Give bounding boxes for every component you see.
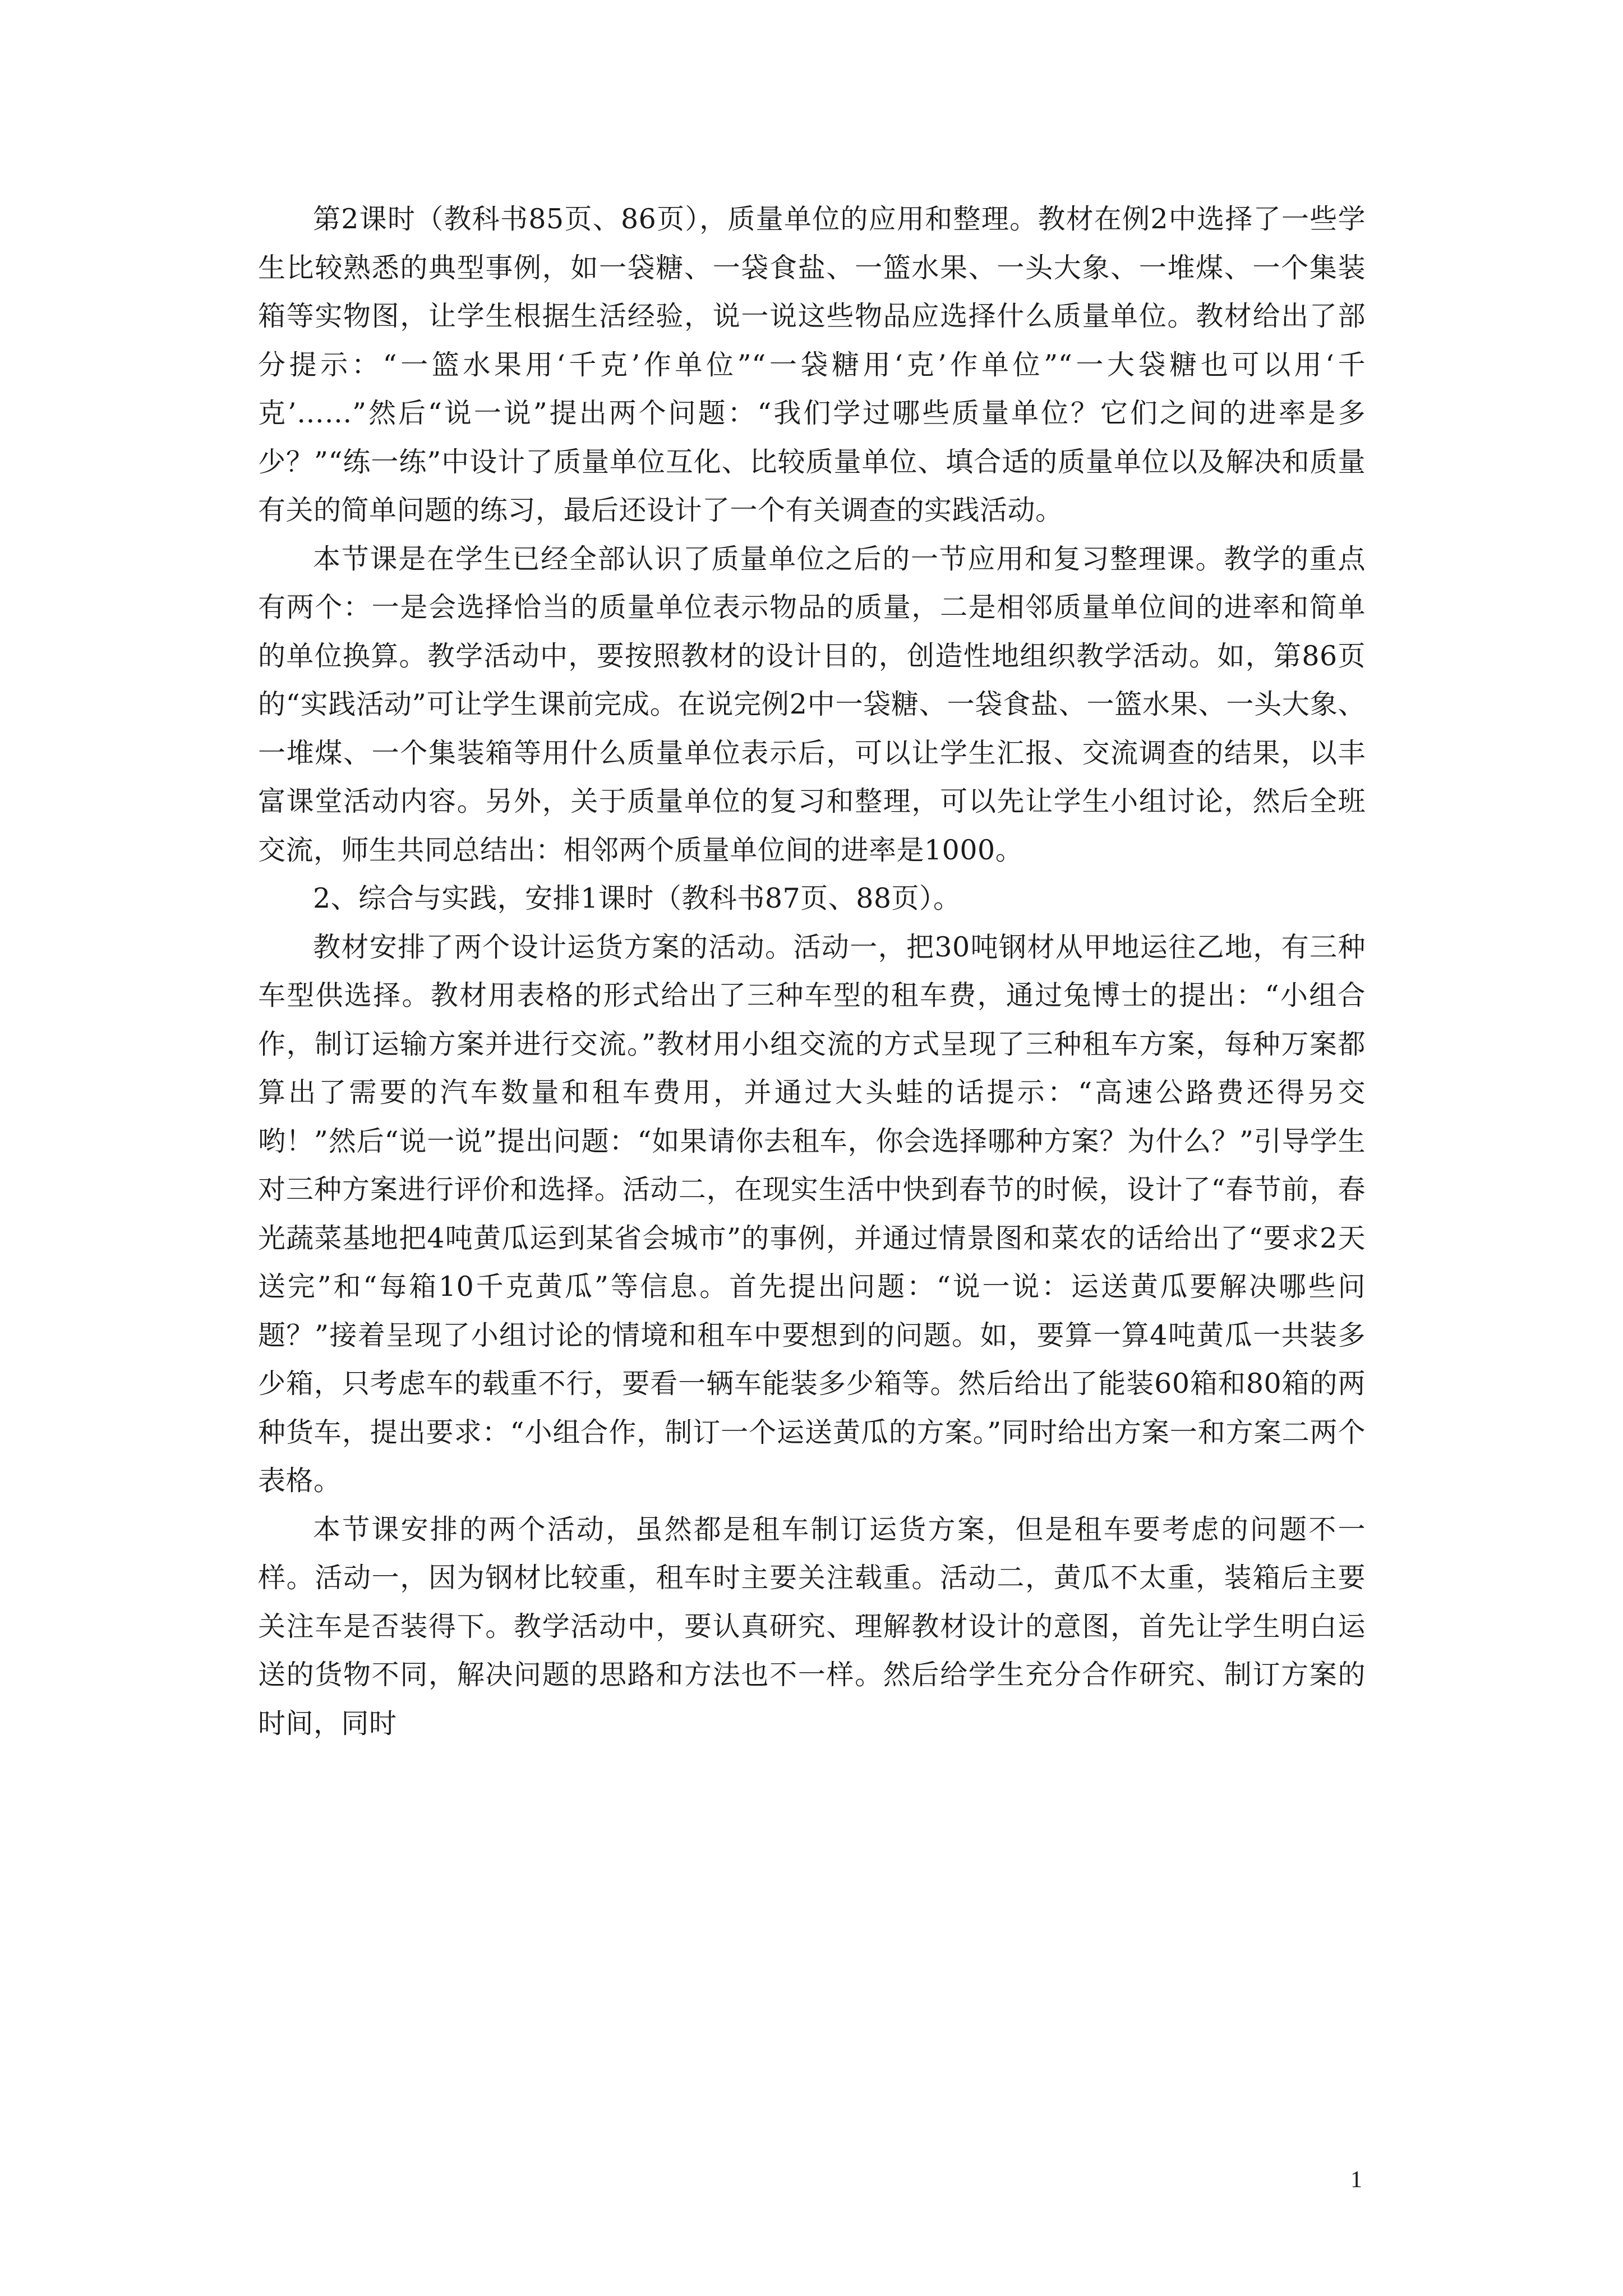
paragraph-lesson-2-teaching: 本节课是在学生已经全部认识了质量单位之后的一节应用和复习整理课。教学的重点有两个：一是会选择恰当的质量单位表示物品的质量，二是相邻质量单位间的进率和简单的单位换算。教学活动中，要按照教材的设计目的，创造性地组织教学活动。如，第86页的“实践活动”可让学生课前完成。在说完例2中一袋糖、一袋食盐、一篮水果、一头大象、一堆煤、一个集装箱等用什么质量单位表示后，可以让学生汇报、交流调查的结果，以丰富课堂活动内容。另外，关于质量单位的复习和整理，可以先让学生小组讨论，然后全班交流，师生共同总结出：相邻两个质量单位间的进率是1000。 (258, 542, 1366, 866)
paragraph-practice-heading: 2、综合与实践，安排1课时（教科书87页、88页）。 (313, 882, 961, 914)
paragraph-practice-activities: 教材安排了两个设计运货方案的活动。活动一，把30吨钢材从甲地运往乙地，有三种车型供选择。教材用表格的形式给出了三种车型的租车费，通过兔博士的提出：“小组合作，制订运输方案并进行交流。”教材用小组交流的方式呈现了三种租车方案，每种万案都算出了需要的汽车数量和租车费用，并通过大头蛙的话提示：“高速公路费还得另交哟！”然后“说一说”提出问题：“如果请你去租车，你会选择哪种方案？为什么？”引导学生对三种方案进行评价和选择。活动二，在现实生活中快到春节的时候，设计了“春节前，春光蔬菜基地把4吨黄瓜运到某省会城市”的事例，并通过情景图和菜农的话给出了“要求2天送完”和“每箱10千克黄瓜”等信息。首先提出问题：“说一说：运送黄瓜要解决哪些问题？”接着呈现了小组讨论的情境和租车中要想到的问题。如，要算一算4吨黄瓜一共装多少箱，只考虑车的载重不行，要看一辆车能装多少箱等。然后给出了能装60箱和80箱的两种货车，提出要求：“小组合作，制订一个运送黄瓜的方案。”同时给出方案一和方案二两个表格。 (258, 931, 1366, 1497)
paragraph-lesson-2-intro: 第2课时（教科书85页、86页），质量单位的应用和整理。教材在例2中选择了一些学生比较熟悉的典型事例，如一袋糖、一袋食盐、一篮水果、一头大象、一堆煤、一个集装箱等实物图，让学生根据生活经验，说一说这些物品应选择什么质量单位。教材给出了部分提示：“一篮水果用‘千克’作单位”“一袋糖用‘克’作单位”“一大袋糖也可以用‘千克’……”然后“说一说”提出两个问题：“我们学过哪些质量单位？它们之间的进率是多少？”“练一练”中设计了质量单位互化、比较质量单位、填合适的质量单位以及解决和质量有关的简单问题的练习，最后还设计了一个有关调查的实践活动。 (258, 203, 1366, 526)
document-body (258, 195, 1366, 1748)
paragraph-practice-teaching: 本节课安排的两个活动，虽然都是租车制订运货方案，但是租车要考虑的问题不一样。活动一，因为钢材比较重，租车时主要关注载重。活动二，黄瓜不太重，装箱后主要关注车是否装得下。教学活动中，要认真研究、理解教材设计的意图，首先让学生明白运送的货物不同，解决问题的思路和方法也不一样。然后给学生充分合作研究、制订方案的时间，同时 (258, 1513, 1366, 1740)
page-number: 1 (1350, 2167, 1362, 2193)
